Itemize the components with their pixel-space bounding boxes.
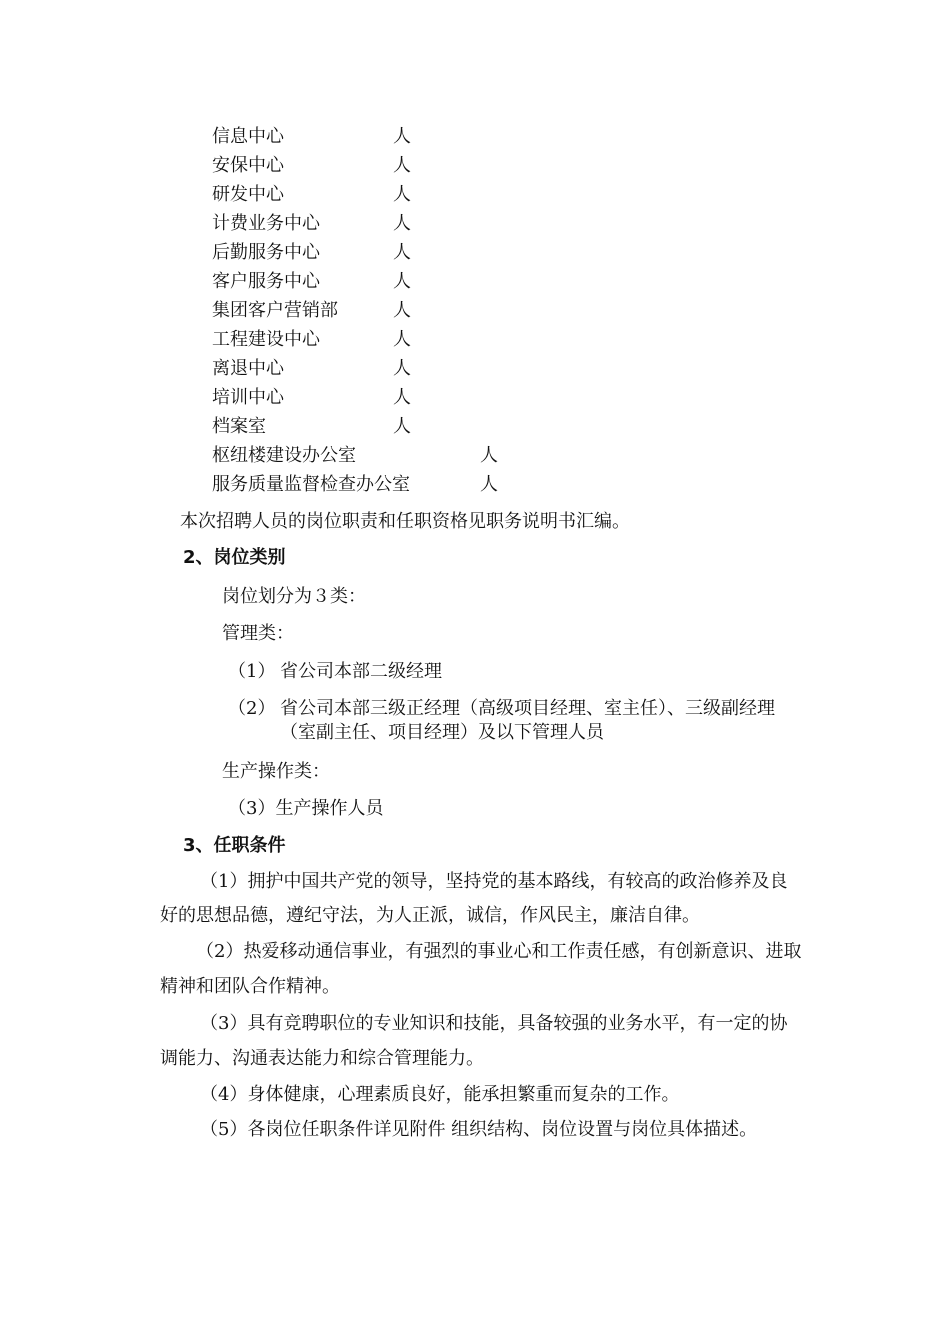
department-name: 服务质量监督检查办公室: [212, 474, 410, 495]
department-unit: 人: [393, 213, 411, 234]
department-unit: 人: [393, 358, 411, 379]
paragraph-line: （1）拥护中国共产党的领导，坚持党的基本路线，有较高的政治修养及良: [200, 871, 788, 892]
paragraph-line: （5）各岗位任职条件详见附件 组织结构、岗位设置与岗位具体描述。: [200, 1119, 758, 1140]
department-name: 集团客户营销部: [212, 300, 338, 321]
recruitment-note: 本次招聘人员的岗位职责和任职资格见职务说明书汇编。: [180, 511, 630, 532]
department-unit: 人: [393, 184, 411, 205]
department-unit: 人: [480, 445, 498, 466]
department-name: 计费业务中心: [212, 213, 320, 234]
paragraph-line: （2）热爱移动通信事业，有强烈的事业心和工作责任感，有创新意识、进取: [196, 941, 802, 962]
paragraph-line: 调能力、沟通表达能力和综合管理能力。: [160, 1048, 484, 1069]
department-unit: 人: [480, 474, 498, 495]
department-unit: 人: [393, 126, 411, 147]
department-unit: 人: [393, 329, 411, 350]
list-item-text: 省公司本部二级经理: [280, 661, 442, 682]
list-item-number: （1）: [228, 661, 276, 682]
list-item-number: （2）: [228, 698, 276, 719]
department-unit: 人: [393, 416, 411, 437]
department-unit: 人: [393, 387, 411, 408]
department-name: 工程建设中心: [212, 329, 320, 350]
section-heading: 3、任职条件: [183, 835, 286, 856]
list-item-text: 省公司本部三级正经理（高级项目经理、室主任）、三级副经理: [280, 698, 775, 719]
department-name: 研发中心: [212, 184, 284, 205]
paragraph-line: 好的思想品德，遵纪守法，为人正派，诚信，作风民主，廉洁自律。: [160, 905, 700, 926]
paragraph-line: （4）身体健康，心理素质良好，能承担繁重而复杂的工作。: [200, 1084, 680, 1105]
section-heading: 2、岗位类别: [183, 547, 286, 568]
category-label-production: 生产操作类：: [222, 761, 330, 782]
department-name: 安保中心: [212, 155, 284, 176]
department-name: 信息中心: [212, 126, 284, 147]
department-unit: 人: [393, 271, 411, 292]
list-item-text-continued: （室副主任、项目经理）及以下管理人员: [280, 722, 604, 743]
department-name: 后勤服务中心: [212, 242, 320, 263]
department-name: 客户服务中心: [212, 271, 320, 292]
department-name: 档案室: [212, 416, 266, 437]
department-name: 离退中心: [212, 358, 284, 379]
department-unit: 人: [393, 242, 411, 263]
department-name: 培训中心: [212, 387, 284, 408]
department-name: 枢纽楼建设办公室: [212, 445, 356, 466]
paragraph-line: 精神和团队合作精神。: [160, 976, 340, 997]
category-intro: 岗位划分为３类：: [222, 586, 366, 607]
list-item-text: （3）生产操作人员: [228, 798, 384, 819]
category-label-management: 管理类：: [222, 623, 294, 644]
paragraph-line: （3）具有竞聘职位的专业知识和技能，具备较强的业务水平，有一定的协: [200, 1013, 788, 1034]
department-unit: 人: [393, 155, 411, 176]
department-unit: 人: [393, 300, 411, 321]
